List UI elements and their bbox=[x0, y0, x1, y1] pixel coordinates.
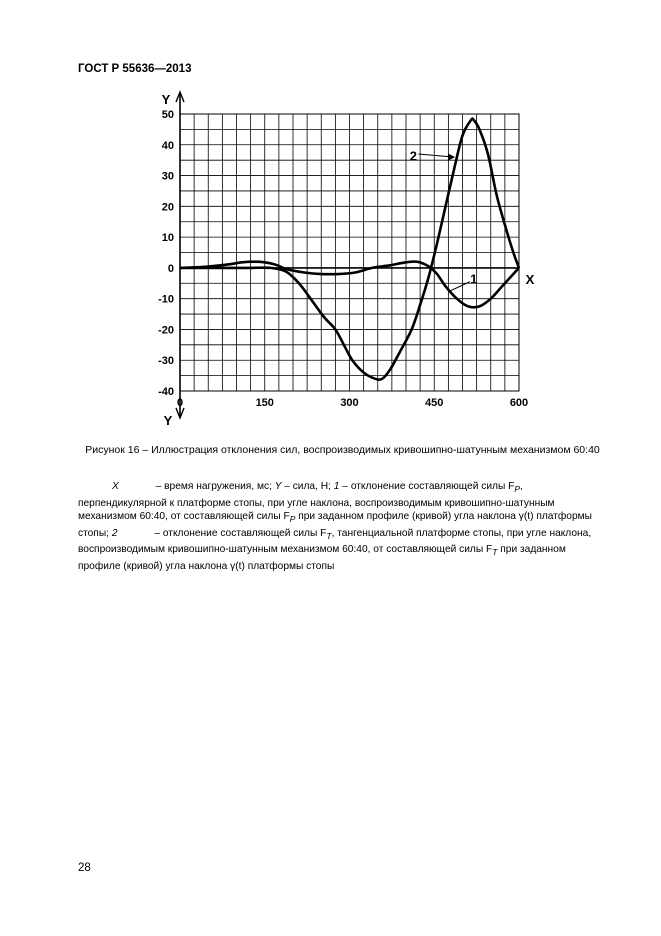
series-label-1: 1 bbox=[470, 271, 478, 287]
page-number: 28 bbox=[78, 862, 91, 874]
legend-x-symbol: X bbox=[112, 481, 119, 492]
chart-axes bbox=[176, 92, 519, 418]
y-tick-label: 20 bbox=[161, 201, 174, 214]
legend-x-text: – время нагружения, мс; bbox=[155, 481, 272, 492]
legend-1-symbol: 1 – bbox=[333, 481, 348, 492]
figure-caption: Рисунок 16 – Иллюстрация отклонения сил, воспроизводимых кривошипно-шатунным механизмом 60:40 bbox=[85, 444, 600, 456]
legend-1-text-a: отклонение составляющей силы F bbox=[350, 481, 515, 492]
y-tick-label: -30 bbox=[158, 355, 174, 368]
legend-1-sub-b: P bbox=[289, 514, 296, 525]
legend-2-symbol: 2 bbox=[111, 527, 118, 539]
legend-2-text-a: – отклонение составляющей силы F bbox=[154, 527, 327, 539]
y-axis-label-top: Y bbox=[161, 92, 171, 107]
x-tick-label: 0 bbox=[176, 397, 184, 409]
legend-2-sub-b: T bbox=[492, 547, 498, 558]
series-label-2-arrowhead bbox=[448, 154, 454, 160]
y-tick-label: -10 bbox=[158, 293, 174, 306]
legend-1-text-c: при заданном профиле (кривой) угла наклона γ(t) платформы стопы; bbox=[78, 511, 592, 539]
legend-2-text-b: , тангенциальной платформе стопы, при угле наклона, воспроизводимым кривошипно-шатунным механизмом 60:40, от составляющей силы F bbox=[78, 527, 592, 556]
legend-paragraph bbox=[78, 480, 605, 574]
document-header: ГОСТ Р 55636—2013 bbox=[78, 63, 192, 75]
figure-chart bbox=[140, 86, 540, 436]
y-tick-label: 40 bbox=[161, 139, 174, 152]
x-tick-label: 150 bbox=[255, 397, 274, 409]
y-tick-label: 50 bbox=[161, 109, 174, 121]
chart-labels bbox=[158, 92, 535, 428]
y-axis-label-bottom: Y bbox=[163, 413, 173, 428]
series-label-2: 2 bbox=[409, 148, 417, 164]
x-tick-label: 300 bbox=[340, 397, 359, 409]
figure-legend bbox=[78, 480, 605, 574]
x-tick-label: 600 bbox=[509, 397, 529, 409]
y-tick-label: 0 bbox=[167, 262, 174, 275]
y-tick-label: -40 bbox=[158, 386, 174, 398]
x-axis-label: X bbox=[525, 271, 535, 287]
legend-1-text-b: , перпендикулярной к платформе стопы, при угле наклона, воспроизводимым кривошипно-шатунным механизмом 60:40, от составляющей силы F bbox=[78, 481, 555, 523]
y-tick-label: 30 bbox=[161, 170, 174, 183]
x-tick-label: 450 bbox=[425, 397, 444, 409]
legend-2-sub-a: T bbox=[326, 530, 332, 541]
legend-y-symbol: Y – bbox=[274, 481, 290, 492]
y-tick-label: 10 bbox=[161, 232, 174, 245]
legend-2-text-c: при заданном профиле (кривой) угла наклона γ(t) платформы стопы bbox=[78, 544, 566, 573]
legend-y-text: сила, Н; bbox=[292, 481, 331, 492]
legend-1-sub-a: P bbox=[514, 484, 521, 495]
chart-grid bbox=[180, 114, 519, 391]
y-tick-label: -20 bbox=[158, 324, 174, 337]
